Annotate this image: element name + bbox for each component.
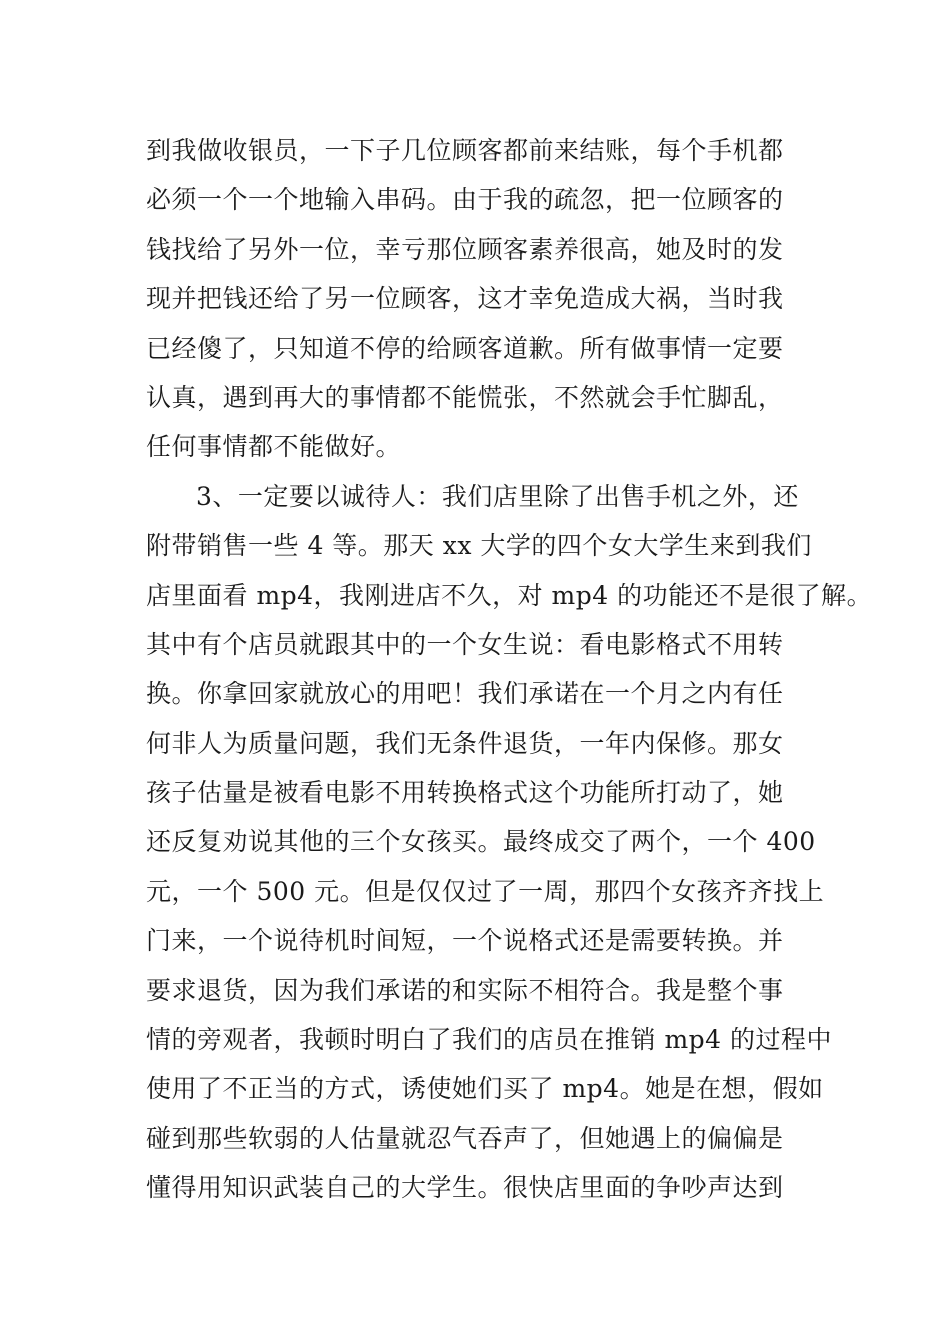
document-body — [146, 126, 873, 1213]
text-line: 换。你拿回家就放心的用吧！我们承诺在一个月之内有任 — [146, 679, 784, 709]
text-line: 3、一定要以诚待人：我们店里除了出售手机之外，还 — [196, 481, 799, 511]
text-line: 任何事情都不能做好。 — [146, 432, 402, 462]
text-line: 情的旁观者，我顿时明白了我们的店员在推销 mp4 的过程中 — [146, 1025, 833, 1055]
text-line: 现并把钱还给了另一位顾客，这才幸免造成大祸，当时我 — [146, 284, 784, 314]
text-line: 懂得用知识武装自己的大学生。很快店里面的争吵声达到 — [146, 1173, 784, 1203]
paragraph-2 — [146, 472, 873, 1213]
text-line: 何非人为质量问题，我们无条件退货，一年内保修。那女 — [146, 728, 784, 758]
text-line: 要求退货，因为我们承诺的和实际不相符合。我是整个事 — [146, 975, 784, 1005]
paragraph-1 — [146, 126, 816, 472]
text-line: 认真，遇到再大的事情都不能慌张，不然就会手忙脚乱， — [146, 382, 784, 412]
text-line: 到我做收银员，一下子几位顾客都前来结账，每个手机都 — [146, 136, 784, 165]
text-line: 元，一个 500 元。但是仅仅过了一周，那四个女孩齐齐找上 — [146, 876, 825, 906]
text-line: 必须一个一个地输入串码。由于我的疏忽，把一位顾客的 — [146, 185, 784, 215]
text-line: 还反复劝说其他的三个女孩买。最终成交了两个，一个 400 — [146, 827, 816, 857]
text-line: 孩子估量是被看电影不用转换格式这个功能所打动了，她 — [146, 778, 784, 808]
text-line: 已经傻了，只知道不停的给顾客道歉。所有做事情一定要 — [146, 333, 784, 363]
text-line: 使用了不正当的方式，诱使她们买了 mp4。她是在想，假如 — [146, 1074, 824, 1104]
text-line: 钱找给了另外一位，幸亏那位顾客素养很高，她及时的发 — [146, 234, 784, 264]
text-line: 附带销售一些 4 等。那天 xx 大学的四个女大学生来到我们 — [146, 531, 812, 561]
text-line: 其中有个店员就跟其中的一个女生说：看电影格式不用转 — [146, 629, 784, 659]
text-line: 碰到那些软弱的人估量就忍气吞声了，但她遇上的偏偏是 — [146, 1123, 784, 1153]
text-line: 门来，一个说待机时间短，一个说格式还是需要转换。并 — [146, 926, 784, 956]
text-line: 店里面看 mp4，我刚进店不久，对 mp4 的功能还不是很了解。 — [146, 580, 873, 610]
